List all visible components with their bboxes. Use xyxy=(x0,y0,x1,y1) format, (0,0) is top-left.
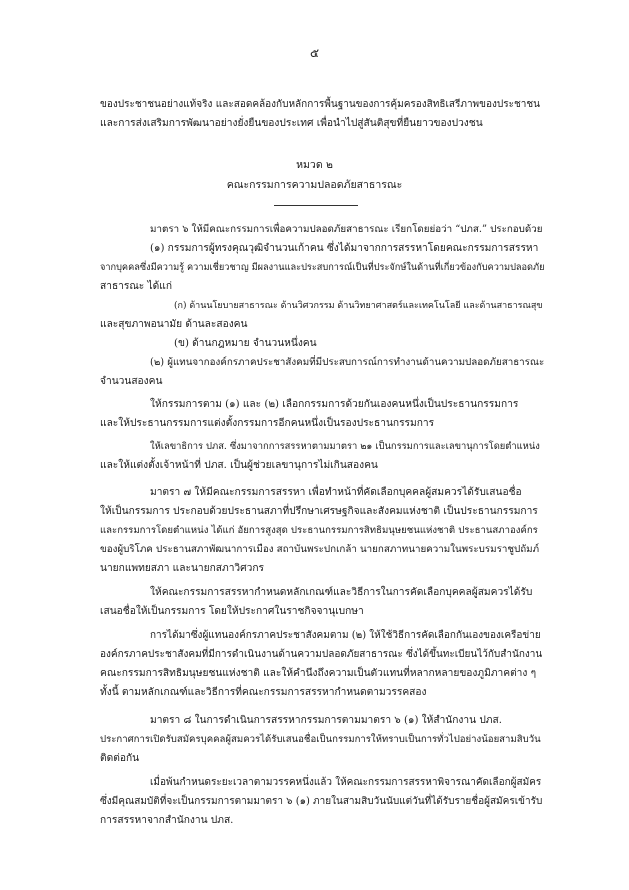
text-line: ซึ่งมีคุณสมบัติที่จะเป็นกรรมการตามมาตรา ๖ (๑) ภายในสามสิบวันนับแต่วันที่ได้รับรายชื่อผู้สมัครเข้ารับ xyxy=(100,796,543,807)
chapter-subtitle: คณะกรรมการความปลอดภัยสาธารณะ xyxy=(226,179,403,191)
text-line: นายกแพทยสภา และนายกสภาวิศวกร xyxy=(100,563,264,574)
intro-line-2: และการส่งเสริมการพัฒนาอย่างยั่งยืนของประเทศ เพื่อนำไปสู่สันติสุขที่ยืนยาวของปวงชน xyxy=(100,118,483,129)
text-line: คณะกรรมการสิทธิมนุษยชนแห่งชาติ และให้คำนึงถึงความเป็นตัวแทนที่หลากหลายของภูมิภาคต่าง ๆ xyxy=(100,668,537,679)
text-line: เสนอชื่อให้เป็นกรรมการ โดยให้ประกาศในราชกิจจานุเบกษา xyxy=(100,606,364,617)
text-line: ประกาศการเปิดรับสมัครบุคคลผู้สมควรได้รับเสนอชื่อเป็นกรรมการให้ทราบเป็นการทั่วไปอย่างน้อยสามสิบวัน xyxy=(100,734,541,745)
text-line: มาตรา ๖ ให้มีคณะกรรมการเพื่อความปลอดภัยสาธารณะ เรียกโดยย่อว่า “ปภส.” ประกอบด้วย xyxy=(150,224,543,235)
text-line: และกรรมการโดยตำแหน่ง ได้แก่ อัยการสูงสุด ประธานกรรมการสิทธิมนุษยชนแห่งชาติ ประธานสภาองค์กร xyxy=(100,525,538,536)
text-line: จากบุคคลซึ่งมีความรู้ ความเชี่ยวชาญ มีผลงานและประสบการณ์เป็นที่ประจักษ์ในด้านที่เกี่ยวข้องกับความปลอดภัย xyxy=(100,262,545,273)
text-line: และให้ประธานกรรมการแต่งตั้งกรรมการอีกคนหนึ่งเป็นรองประธานกรรมการ xyxy=(100,418,435,429)
text-line: (๑) กรรมการผู้ทรงคุณวุฒิจำนวนเก้าคน ซึ่งได้มาจากการสรรหาโดยคณะกรรมการสรรหา xyxy=(150,243,539,254)
intro-line-1: ของประชาชนอย่างแท้จริง และสอดคล้องกับหลักการพื้นฐานของการคุ้มครองสิทธิเสรีภาพของประชาชน xyxy=(100,99,540,110)
text-line: มาตรา ๗ ให้มีคณะกรรมการสรรหา เพื่อทำหน้าที่คัดเลือกบุคคลผู้สมควรได้รับเสนอชื่อ xyxy=(150,487,522,498)
chapter-title: หมวด ๒ xyxy=(296,159,333,171)
text-line: มาตรา ๘ ในการดำเนินการสรรหากรรมการตามมาตรา ๖ (๑) ให้สำนักงาน ปภส. xyxy=(150,715,502,726)
text-line: (ข) ด้านกฎหมาย จำนวนหนึ่งคน xyxy=(174,338,317,349)
text-line: ให้กรรมการตาม (๑) และ (๒) เลือกกรรมการด้วยกันเองคนหนึ่งเป็นประธานกรรมการ xyxy=(150,399,519,410)
text-line: ให้คณะกรรมการสรรหากำหนดหลักเกณฑ์และวิธีการในการคัดเลือกบุคคลผู้สมควรได้รับ xyxy=(150,587,533,598)
text-line: (๒) ผู้แทนจากองค์กรภาคประชาสังคมที่มีประสบการณ์การทำงานด้านความปลอดภัยสาธารณะ xyxy=(150,357,545,368)
text-line: การสรรหาจากสำนักงาน ปภส. xyxy=(100,815,234,826)
text-line: ติดต่อกัน xyxy=(100,753,140,764)
text-line: การได้มาซึ่งผู้แทนองค์กรภาคประชาสังคมตาม (๒) ให้ใช้วิธีการคัดเลือกกันเองของเครือข่าย xyxy=(150,630,541,641)
chapter-divider xyxy=(274,205,358,206)
text-line: (ก) ด้านนโยบายสาธารณะ ด้านวิศวกรรม ด้านวิทยาศาสตร์และเทคโนโลยี และด้านสาธารณสุข xyxy=(174,301,543,311)
text-line: องค์กรภาคประชาสังคมที่มีการดำเนินงานด้านความปลอดภัยสาธารณะ ซึ่งได้ขึ้นทะเบียนไว้กับสำนักงาน xyxy=(100,649,543,660)
text-line: ทั้งนี้ ตามหลักเกณฑ์และวิธีการที่คณะกรรมการสรรหากำหนดตามวรรคสอง xyxy=(100,687,427,698)
text-line: และให้แต่งตั้งเจ้าหน้าที่ ปภส. เป็นผู้ช่วยเลขานุการไม่เกินสองคน xyxy=(100,460,378,471)
text-line: และสุขภาพอนามัย ด้านละสองคน xyxy=(100,319,248,330)
text-line: เมื่อพ้นกำหนดระยะเวลาตามวรรคหนึ่งแล้ว ให้คณะกรรมการสรรหาพิจารณาคัดเลือกผู้สมัคร xyxy=(150,777,542,788)
text-line: ให้เลขาธิการ ปภส. ซึ่งมาจากการสรรหาตามมาตรา ๒๑ เป็นกรรมการและเลขานุการโดยตำแหน่ง xyxy=(150,441,540,452)
text-line: ให้เป็นกรรมการ ประกอบด้วยประธานสภาที่ปรึกษาเศรษฐกิจและสังคมแห่งชาติ เป็นประธานกรรมการ xyxy=(100,506,538,517)
text-line: ของผู้บริโภค ประธานสภาพัฒนาการเมือง สถาบันพระปกเกล้า นายกสภาทนายความในพระบรมราชูปถัมภ์ xyxy=(100,544,540,555)
page-number: ๕ xyxy=(309,46,320,60)
text-line: สาธารณะ ได้แก่ xyxy=(100,281,172,292)
text-line: จำนวนสองคน xyxy=(100,376,163,387)
